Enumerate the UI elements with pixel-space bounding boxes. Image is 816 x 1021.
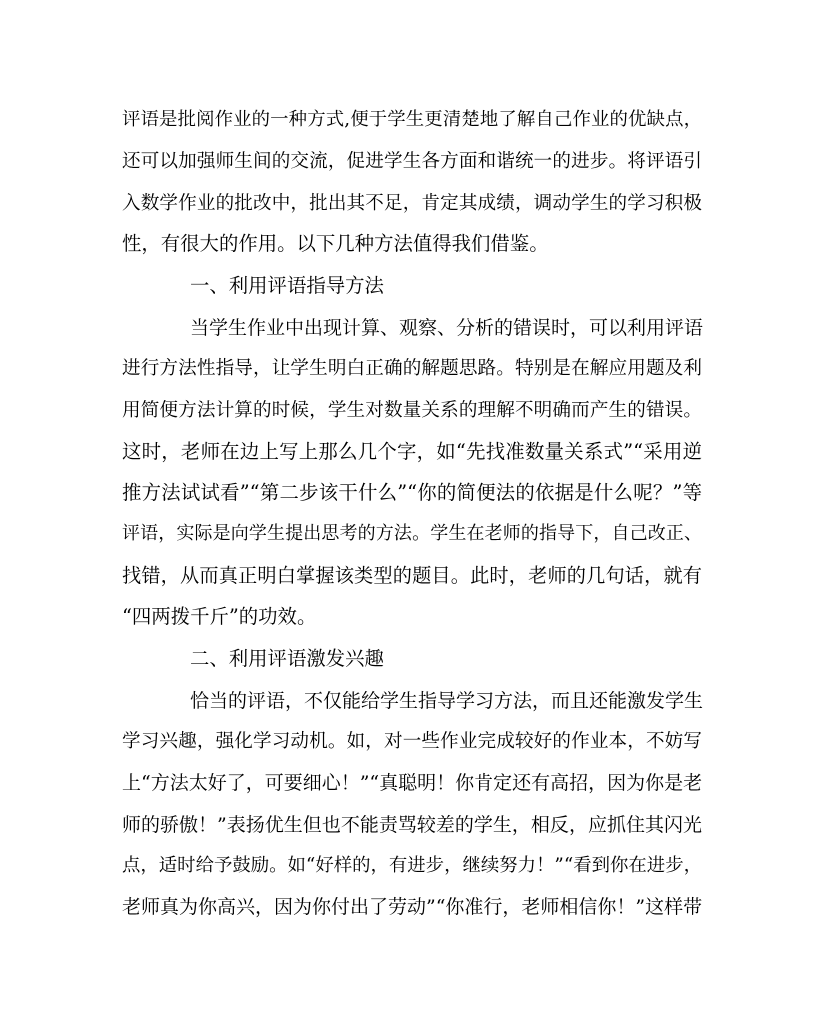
paragraph-line: 恰当的评语，不仅能给学生指导学习方法，而且还能激发学生 — [190, 690, 704, 712]
paragraph-line: 找错，从而真正明白掌握该类型的题目。此时，老师的几句话，就有 — [122, 564, 702, 587]
paragraph-line: 入数学作业的批改中，批出其不足，肯定其成绩，调动学生的学习积极 — [122, 193, 702, 214]
paragraph-line: 用简便方法计算的时候，学生对数量关系的理解不明确而产生的错误。 — [122, 400, 702, 421]
paragraph-line: 这时，老师在边上写上那么几个字，如“先找准数量关系式”“采用逆 — [122, 440, 702, 463]
paragraph-line: 推方法试试看”“第二步该干什么”“你的简便法的依据是什么呢？”等 — [122, 481, 702, 504]
paragraph-line: 师的骄傲！”表扬优生但也不能责骂较差的学生，相反，应抓住其闪光 — [122, 814, 702, 836]
paragraph-line: 还可以加强师生间的交流，促进学生各方面和谐统一的进步。将评语引 — [122, 151, 702, 172]
paragraph-line: 老师真为你高兴，因为你付出了劳动”“你准行，老师相信你！”这样带 — [122, 896, 703, 918]
paragraph-line: “四两拨千斤”的功效。 — [122, 605, 317, 628]
paragraph-line: 进行方法性指导，让学生明白正确的解题思路。特别是在解应用题及利 — [122, 358, 702, 379]
paragraph-line: 评语是批阅作业的一种方式,便于学生更清楚地了解自己作业的优缺点， — [122, 109, 702, 130]
paragraph-line: 当学生作业中出现计算、观察、分析的错误时，可以利用评语 — [190, 317, 704, 339]
paragraph-line: 性，有很大的作用。以下几种方法值得我们借鉴。 — [122, 232, 549, 255]
section-heading-1: 一、利用评语指导方法 — [190, 274, 384, 297]
paragraph-line: 学习兴趣，强化学习动机。如，对一些作业完成较好的作业本，不妨写 — [122, 731, 702, 752]
paragraph-line: 点，适时给予鼓励。如“好样的，有进步，继续努力！”“看到你在进步， — [122, 855, 702, 876]
paragraph-line: 上“方法太好了，可要细心！”“真聪明！你肯定还有高招，因为你是老 — [122, 772, 703, 794]
paragraph-line: 评语，实际是向学生提出思考的方法。学生在老师的指导下，自己改正、 — [122, 523, 702, 544]
section-heading-2: 二、利用评语激发兴趣 — [190, 647, 384, 670]
